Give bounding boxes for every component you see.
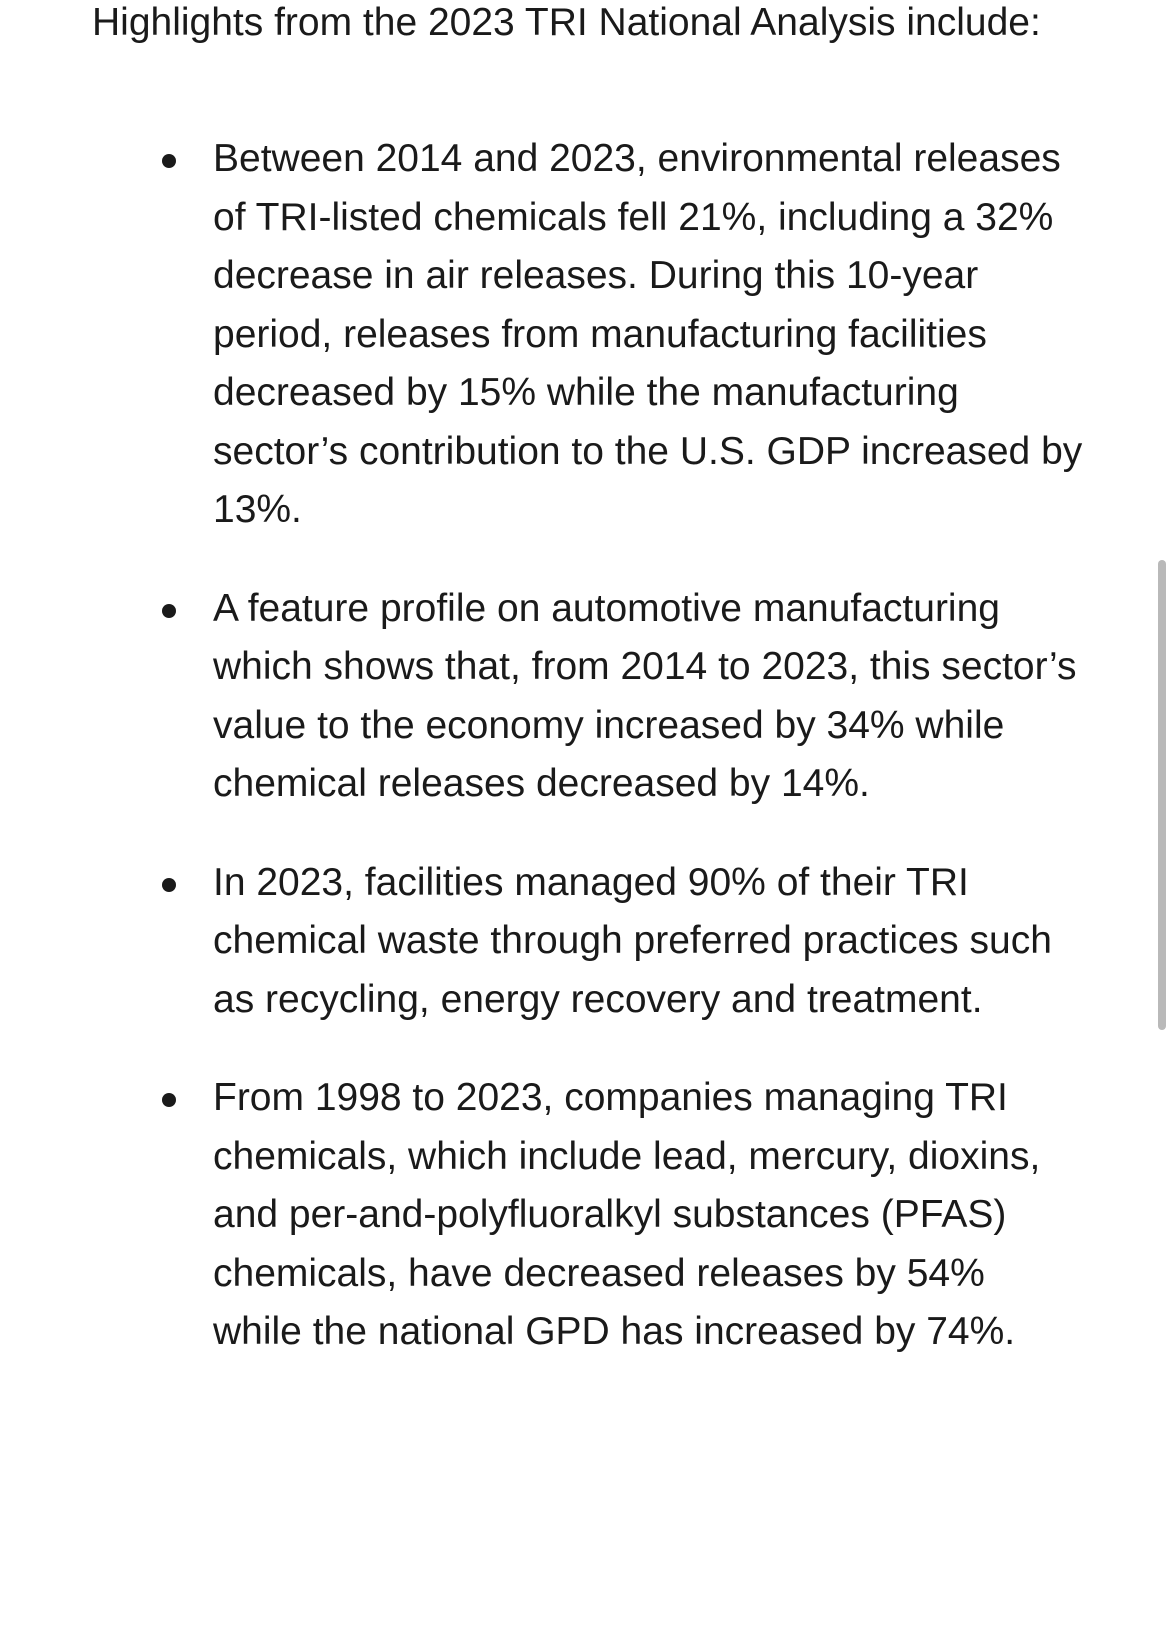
list-item xyxy=(0,580,1083,814)
list-item-text: From 1998 to 2023, companies managing TRI chemicals, which include lead, mercury, dioxins, and per-and-polyfluoralkyl substances (PFAS) chemicals, have decreased releases by 54% while the national GPD has increased by 74%. xyxy=(213,1076,1041,1353)
list-item xyxy=(0,1069,1083,1362)
scrollbar-thumb[interactable] xyxy=(1158,560,1166,1030)
list-item xyxy=(0,130,1083,540)
list-item-text: In 2023, facilities managed 90% of their TRI chemical waste through preferred practices such as recycling, energy recovery and treatment. xyxy=(213,860,1052,1021)
vertical-scrollbar[interactable] xyxy=(1154,560,1170,1030)
bullet-icon xyxy=(162,604,176,618)
list-item xyxy=(0,854,1083,1030)
list-item-text: A feature profile on automotive manufacturing which shows that, from 2014 to 2023, this sector’s value to the economy increased by 34% while chemical releases decreased by 14%. xyxy=(213,586,1077,805)
list-item-text: Between 2014 and 2023, environmental releases of TRI-listed chemicals fell 21%, including a 32% decrease in air releases. During this 10-year period, releases from manufacturing facilities decreased by 15% while the manufacturing sector’s contribution to the U.S. GDP increased by 13%. xyxy=(213,137,1083,531)
bullet-icon xyxy=(162,154,176,168)
highlights-list xyxy=(0,130,1090,1402)
bullet-icon xyxy=(162,1093,176,1107)
intro-paragraph: Highlights from the 2023 TRI National Analysis include: xyxy=(92,1,1041,44)
bullet-icon xyxy=(162,878,176,892)
